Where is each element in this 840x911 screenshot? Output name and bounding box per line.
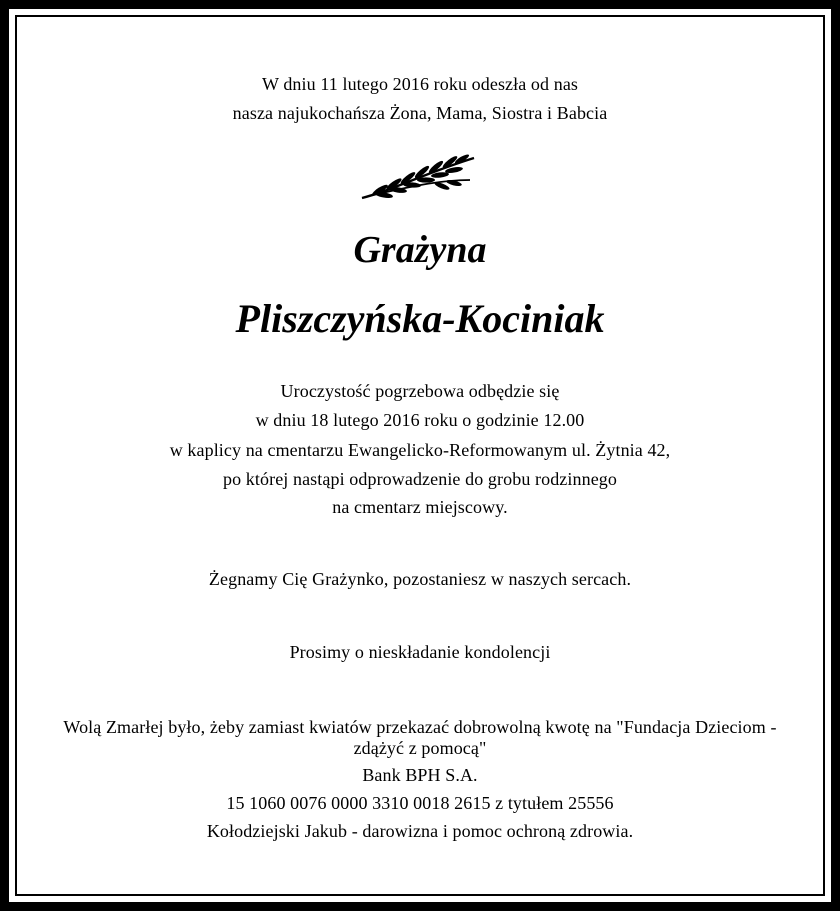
condolences-text: Prosimy o nieskładanie kondolencji: [289, 642, 551, 662]
wheat-icon: [358, 150, 478, 202]
funeral-line-4: po której nastąpi odprowadzenie do grobu rodzinnego: [223, 469, 617, 489]
donation-recipient: Kołodziejski Jakub - darowizna i pomoc ochroną zdrowia.: [206, 821, 634, 841]
funeral-line-3: w kaplicy na cmentarzu Ewangelicko-Reformowanym ul. Żytnia 42,: [169, 440, 671, 460]
deceased-first-name: Grażyna: [353, 229, 487, 271]
donation-line-2: zdążyć z pomocą": [353, 738, 487, 758]
bank-name: Bank BPH S.A.: [362, 765, 478, 785]
intro-line-1: W dniu 11 lutego 2016 roku odeszła od nas: [261, 74, 579, 94]
funeral-line-2: w dniu 18 lutego 2016 roku o godzinie 12.00: [255, 410, 585, 430]
farewell-text: Żegnamy Cię Grażynko, pozostaniesz w naszych sercach.: [208, 569, 632, 589]
funeral-line-1: Uroczystość pogrzebowa odbędzie się: [280, 381, 560, 401]
intro-line-2: nasza najukochańsza Żona, Mama, Siostra i Babcia: [232, 103, 608, 123]
deceased-surname: Pliszczyńska-Kociniak: [235, 296, 605, 341]
donation-line-1: Wolą Zmarłej było, żeby zamiast kwiatów przekazać dobrowolną kwotę na "Fundacja Dzieciom -: [63, 717, 777, 737]
funeral-line-5: na cmentarz miejscowy.: [332, 497, 508, 517]
bank-account: 15 1060 0076 0000 3310 0018 2615 z tytułem 25556: [226, 793, 614, 813]
